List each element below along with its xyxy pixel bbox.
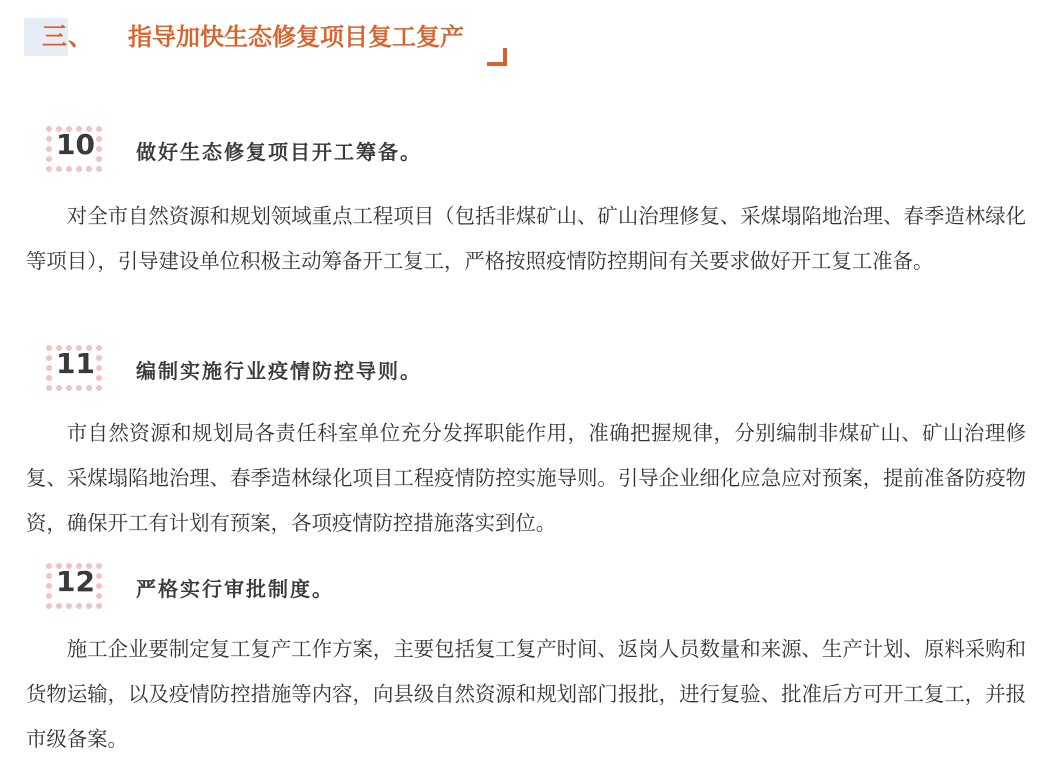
item-body-12: 施工企业要制定复工复产工作方案，主要包括复工复产时间、返岗人员数量和来源、生产计划、原料采购和货物运输，以及疫情防控措施等内容，向县级自然资源和规划部门报批，进行复验、批准后方可开工复工，并报市级备案。 xyxy=(26,637,1026,751)
section-number: 三、 xyxy=(42,22,95,51)
item-body-11: 市自然资源和规划局各责任科室单位充分发挥职能作用，准确把握规律，分别编制非煤矿山、矿山治理修复、采煤塌陷地治理、春季造林绿化项目工程疫情防控实施导则。引导企业细化应急应对预案，提前准备防疫物资，确保开工有计划有预案，各项疫情防控措施落实到位。 xyxy=(26,421,1026,535)
dot xyxy=(56,603,62,609)
dot xyxy=(46,136,52,142)
dot xyxy=(86,385,92,391)
dot xyxy=(96,166,102,172)
item-number: 10 xyxy=(56,128,95,161)
dot xyxy=(46,603,52,609)
item-heading-12 xyxy=(0,561,600,613)
dot xyxy=(86,166,92,172)
dot xyxy=(46,375,52,381)
corner-bracket-decoration xyxy=(487,48,507,66)
dot xyxy=(86,603,92,609)
dot xyxy=(66,385,72,391)
dot xyxy=(46,365,52,371)
section-header xyxy=(0,0,520,80)
item-heading-10 xyxy=(0,124,600,176)
dot xyxy=(76,166,82,172)
item-title: 严格实行审批制度。 xyxy=(136,577,334,601)
dot xyxy=(96,355,102,361)
dot xyxy=(76,385,82,391)
dot xyxy=(96,126,102,132)
dot xyxy=(46,583,52,589)
dot xyxy=(46,345,52,351)
dot xyxy=(46,563,52,569)
dot xyxy=(46,146,52,152)
dot xyxy=(96,345,102,351)
dot xyxy=(46,166,52,172)
dot xyxy=(96,385,102,391)
dot xyxy=(96,593,102,599)
item-body-10: 对全市自然资源和规划领域重点工程项目（包括非煤矿山、矿山治理修复、采煤塌陷地治理、春季造林绿化等项目），引导建设单位积极主动筹备开工复工，严格按照疫情防控期间有关要求做好开工复工准备。 xyxy=(26,204,1026,273)
dot xyxy=(96,156,102,162)
dot xyxy=(46,573,52,579)
dot xyxy=(46,355,52,361)
dot xyxy=(46,156,52,162)
dot xyxy=(96,375,102,381)
dot xyxy=(96,573,102,579)
dot xyxy=(66,166,72,172)
dot xyxy=(56,166,62,172)
dot xyxy=(46,593,52,599)
dot xyxy=(46,385,52,391)
dot xyxy=(96,603,102,609)
dot xyxy=(96,583,102,589)
section-title: 指导加快生态修复项目复工复产 xyxy=(128,23,464,51)
item-number: 11 xyxy=(56,347,95,380)
dot xyxy=(66,603,72,609)
dot xyxy=(96,365,102,371)
item-title: 做好生态修复项目开工筹备。 xyxy=(136,140,422,164)
item-heading-11 xyxy=(0,343,600,395)
dot xyxy=(96,136,102,142)
item-number: 12 xyxy=(56,565,95,598)
dot xyxy=(46,126,52,132)
dot xyxy=(76,603,82,609)
dot xyxy=(56,385,62,391)
dot xyxy=(96,146,102,152)
dot xyxy=(96,563,102,569)
item-title: 编制实施行业疫情防控导则。 xyxy=(136,359,422,383)
